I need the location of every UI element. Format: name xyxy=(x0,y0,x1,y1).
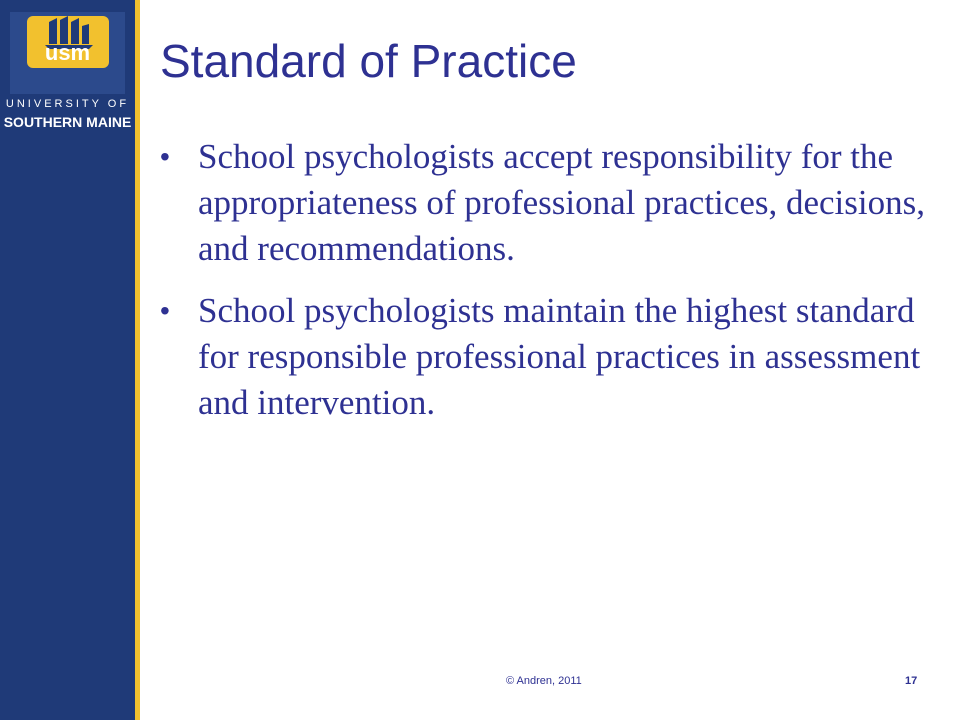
slide-title: Standard of Practice xyxy=(160,35,577,87)
logo-university-of: UNIVERSITY OF xyxy=(5,98,130,110)
bullet-list xyxy=(158,134,948,442)
logo-mark-text: usm xyxy=(44,40,91,65)
bullet-dot-icon: • xyxy=(160,295,170,326)
bullet-text: School psychologists accept responsibility for the appropriateness of professional practices, decisions, and recommendations. xyxy=(198,137,925,268)
sidebar-panel xyxy=(0,0,135,720)
usm-logo-icon xyxy=(27,16,109,68)
logo-southern-maine: SOUTHERN MAINE xyxy=(3,114,132,130)
sidebar-accent-stripe xyxy=(135,0,140,720)
bullet-item xyxy=(158,288,948,426)
page-number: 17 xyxy=(905,675,918,687)
university-logo xyxy=(10,12,125,94)
bullet-text: School psychologists maintain the highest standard for responsible professional practices in assessment and intervention. xyxy=(198,291,921,422)
footer-copyright: © Andren, 2011 xyxy=(506,675,582,687)
bullet-dot-icon: • xyxy=(160,141,170,172)
bullet-item xyxy=(158,134,948,272)
